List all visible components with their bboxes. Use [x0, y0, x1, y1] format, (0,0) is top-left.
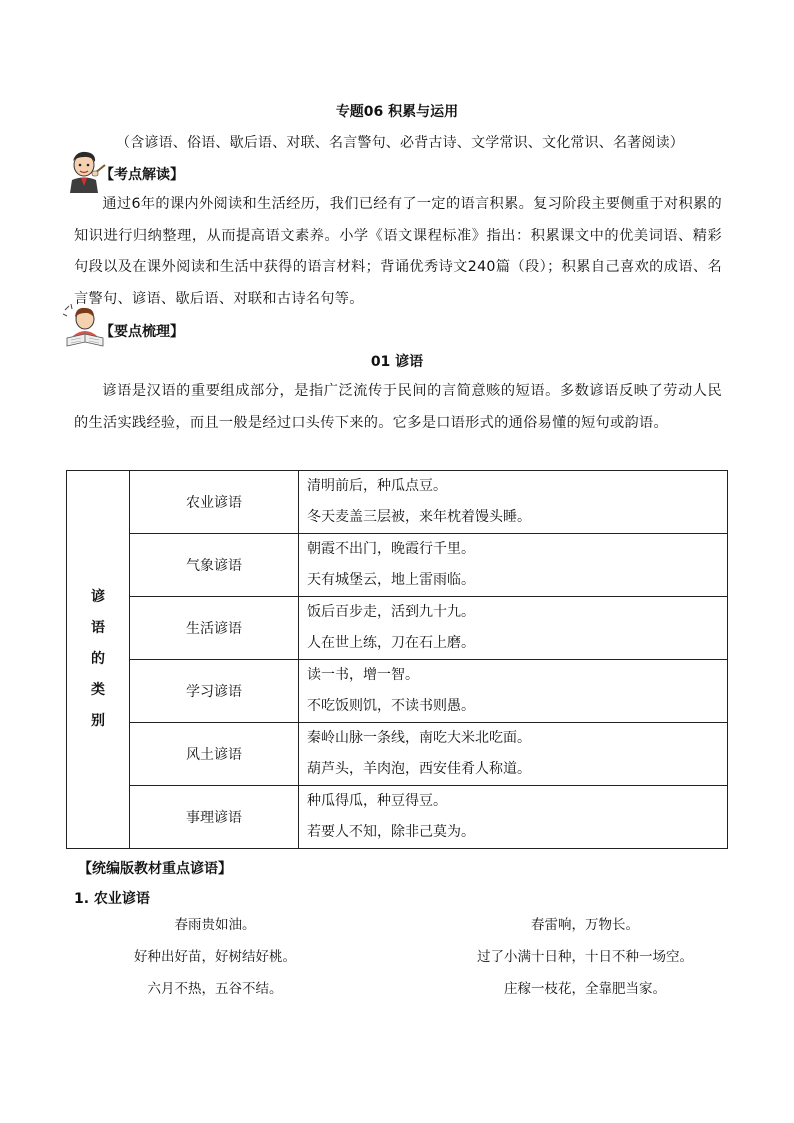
table-row [67, 471, 728, 534]
row-header-char: 类 [91, 682, 105, 698]
row-header-char: 语 [91, 620, 105, 636]
examples-cell [299, 471, 728, 534]
section-heading-summary: 【要点梳理】 [100, 324, 184, 340]
analysis-paragraph: 通过6年的课内外阅读和生活经历，我们已经有了一定的语言积累。复习阶段主要侧重于对积累的知识进行归纳整理，从而提高语文素养。小学《语文课程标准》指出：积累课文中的优美词语、精彩句段以及在课外阅读和生活中获得的语言材料；背诵优秀诗文240篇（段）；积累自己喜欢的成语、名言警句、谚语、歇后语、对联和古诗名句等。 [74, 196, 722, 307]
proverb-text: 六月不热，五谷不结。 [147, 981, 283, 997]
example-text: 天有城堡云，地上雷雨临。 [307, 572, 475, 588]
category-cell: 生活谚语 [130, 597, 299, 660]
proverb-category-table [66, 470, 728, 849]
example-text: 朝霞不出门，晚霞行千里。 [307, 541, 475, 557]
examples-cell [299, 660, 728, 723]
examples-cell [299, 723, 728, 786]
example-text: 种瓜得瓜，种豆得豆。 [307, 793, 447, 809]
proverb-text: 庄稼一枝花，全靠肥当家。 [504, 981, 666, 997]
category-cell: 事理谚语 [130, 786, 299, 849]
row-header-char: 的 [91, 651, 105, 667]
list-item [60, 977, 740, 1009]
example-text: 葫芦头，羊肉泡，西安佳肴人称道。 [307, 761, 531, 777]
category-cell: 风土谚语 [130, 723, 299, 786]
item-title-agriculture: 1. 农业谚语 [74, 891, 150, 907]
examples-cell [299, 597, 728, 660]
table-row [67, 597, 728, 660]
page-subtitle: （含谚语、俗语、歇后语、对联、名言警句、必背古诗、文学常识、文化常识、名著阅读） [116, 135, 684, 151]
proverb-text: 春雷响，万物长。 [531, 917, 639, 933]
list-item [60, 913, 740, 945]
proverb-text: 春雨贵如油。 [174, 917, 256, 933]
category-cell: 农业谚语 [130, 471, 299, 534]
examples-cell [299, 534, 728, 597]
proverb-text: 过了小满十日种，十日不种一场空。 [477, 949, 693, 965]
table-row [67, 660, 728, 723]
table-row-header [67, 471, 130, 849]
example-text: 不吃饭则饥，不读书则愚。 [307, 698, 475, 714]
page-title: 专题06 积累与运用 [335, 104, 459, 120]
section-heading-analysis: 【考点解读】 [100, 167, 184, 183]
row-header-char: 谚 [91, 589, 105, 605]
table-row [67, 534, 728, 597]
example-text: 秦岭山脉一条线，南吃大米北吃面。 [307, 730, 531, 746]
example-text: 饭后百步走，活到九十九。 [307, 604, 475, 620]
examples-cell [299, 786, 728, 849]
section-heading-textbook: 【统编版教材重点谚语】 [78, 861, 232, 877]
table-row [67, 723, 728, 786]
agriculture-proverb-list [60, 913, 740, 1009]
example-text: 若要人不知，除非己莫为。 [307, 824, 475, 840]
example-text: 读一书，增一智。 [307, 667, 419, 683]
category-cell: 学习谚语 [130, 660, 299, 723]
subsection-title-proverbs: 01 谚语 [370, 354, 424, 370]
example-text: 冬天麦盖三层被，来年枕着馒头睡。 [307, 509, 531, 525]
example-text: 清明前后，种瓜点豆。 [307, 478, 447, 494]
row-header-char: 别 [91, 713, 105, 729]
table-row [67, 786, 728, 849]
category-cell: 气象谚语 [130, 534, 299, 597]
proverb-definition-paragraph: 谚语是汉语的重要组成部分，是指广泛流传于民间的言简意赅的短语。多数谚语反映了劳动人民的生活实践经验，而且一般是经过口头传下来的。它多是口语形式的通俗易懂的短句或韵语。 [74, 383, 722, 431]
example-text: 人在世上练，刀在石上磨。 [307, 635, 475, 651]
proverb-text: 好种出好苗，好树结好桃。 [134, 949, 296, 965]
list-item [60, 945, 740, 977]
